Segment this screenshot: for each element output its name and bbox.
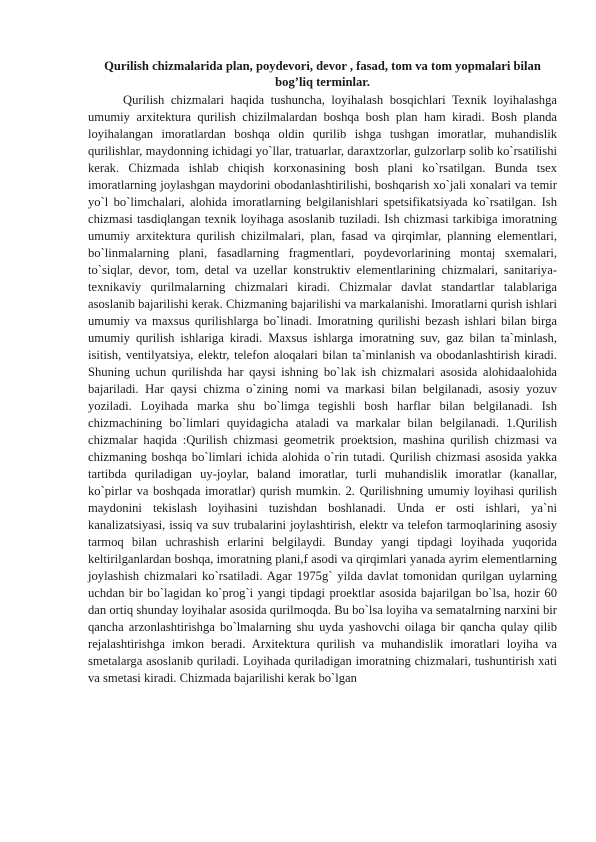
document-page	[88, 58, 557, 687]
document-title: Qurilish chizmalarida plan, poydevori, devor , fasad, tom va tom yopmalari bilan bog’liq terminlar.	[104, 59, 541, 89]
body-paragraph: Qurilish chizmalari haqida tushuncha, loyihalash bosqichlari Texnik loyihalashga umumiy arxitektura qurilish chizilmalardan boshqa bosh plan ham kiradi. Bosh planda loyihalangan imoratlardan boshqa oldin qurilib ishga tushgan imoratlar, muhandislik qurilishlar, maydonning ichidagi yo`llar, tratuarlar, daraxtzorlar, gulzorlarp solib ko`rsatilishi kerak. Chizmada ishlab chiqish korxonasining bosh plani ko`rsatilgan. Bunda tsex imoratlarning joylashgan maydorini obodanlashtirilishi, boshqarish xo`jali xonalari va temir yo`l bo`limchalari, alohida imoratlarning belgilanishlari spetsifikatsiyada ko`rsatilgan. Ish chizmasi tasdiqlangan texnik loyihaga asoslanib tuziladi. Ish chizmasi tarkibiga imoratning umumiy arxitektura qurilish chizilmalari, plan, fasad va qirqimlar, planning elementlari, bo`linmalarning plani, fasadlarning fragmentlari, poydevorlarining montaj sxemalari, to`siqlar, devor, tom, detal va uzellar konstruktiv elementlarining chizmalari, sanitariya-texnikaviy qurilmalarning chizmalari kiradi. Chizmalar davlat standartlar talablariga asoslanib bajarilishi kerak. Chizmaning bajarilishi va markalanishi. Imoratlarni qurish ishlari umumiy va maxsus qurilishlarga bo`linadi. Imoratning qurilishi bezash ishlari bilan birga umumiy qurilish ishlariga kiradi. Maxsus ishlarga imoratning suv, gaz bilan ta`minlash, isitish, ventilyatsiya, elektr, telefon aloqalari bilan ta`minlanish va obodanlashtirish kiradi. Shuning uchun qurilishda har qaysi ishning bo`lak ish chizmalari asosida alohidaalohida bajariladi. Har qaysi chizma o`zining nomi va markasi bilan belgilanadi, asosiy yozuv yoziladi. Loyihada marka shu bo`limga tegishli bosh harflar bilan belgilanadi. Ish chizmachining bo`limlari quyidagicha ataladi va markalar bilan belgilanadi. 1.Qurilish chizmalar haqida :Qurilish chizmasi geometrik proektsion, mashina qurilish chizmasi va chizmaning boshqa bo`limlari ichida alohida o`rin tutadi. Qurilish chizmasi asosida yakka tartibda quriladigan uy-joylar, baland imoratlar, turli muhandislik imoratlar (kanallar, ko`pirlar va boshqada imoratlar) qurish mumkin. 2. Qurilishning umumiy loyihasi qurilish maydonini tekislash loyihasini tuzishdan boshlanadi. Unda er osti ishlari, ya`ni kanalizatsiyasi, issiq va suv trubalarini joylashtirish, elektr va telefon tarmoqlarining asosiy tarmoq bilan uchrashish erlarini belgilaydi. Bunday yangi tipdagi loyihada yuqorida keltirilganlardan boshqa, imoratning plani,f asodi va qirqimlari yanada ayrim elementlarning joylashish chizmalari ko`rsatiladi. Agar 1975g` yilda davlat tomonidan qurilgan uylarning uchdan bir bo`lagidan ko`prog`i yangi tipdagi proektlar asosida bajarilgan bo`lsa, hozir 60 dan ortiq shunday loyihalar asosida qurilmoqda. Bu bo`lsa loyiha va sematalrning narxini bir qancha arzonlashtirishga bo`lmalarning shu uyda yashovchi oilaga bir qancha qulay qilib rejalashtirishga imkon beradi. Arxitektura qurilish va muhandislik imoratlari loyiha va smetalarga asoslanib quriladi. Loyihada quriladigan imoratning chizmalari, tushuntirish xati va smetasi kiradi. Chizmada bajarilishi kerak bo`lgan	[88, 93, 557, 685]
